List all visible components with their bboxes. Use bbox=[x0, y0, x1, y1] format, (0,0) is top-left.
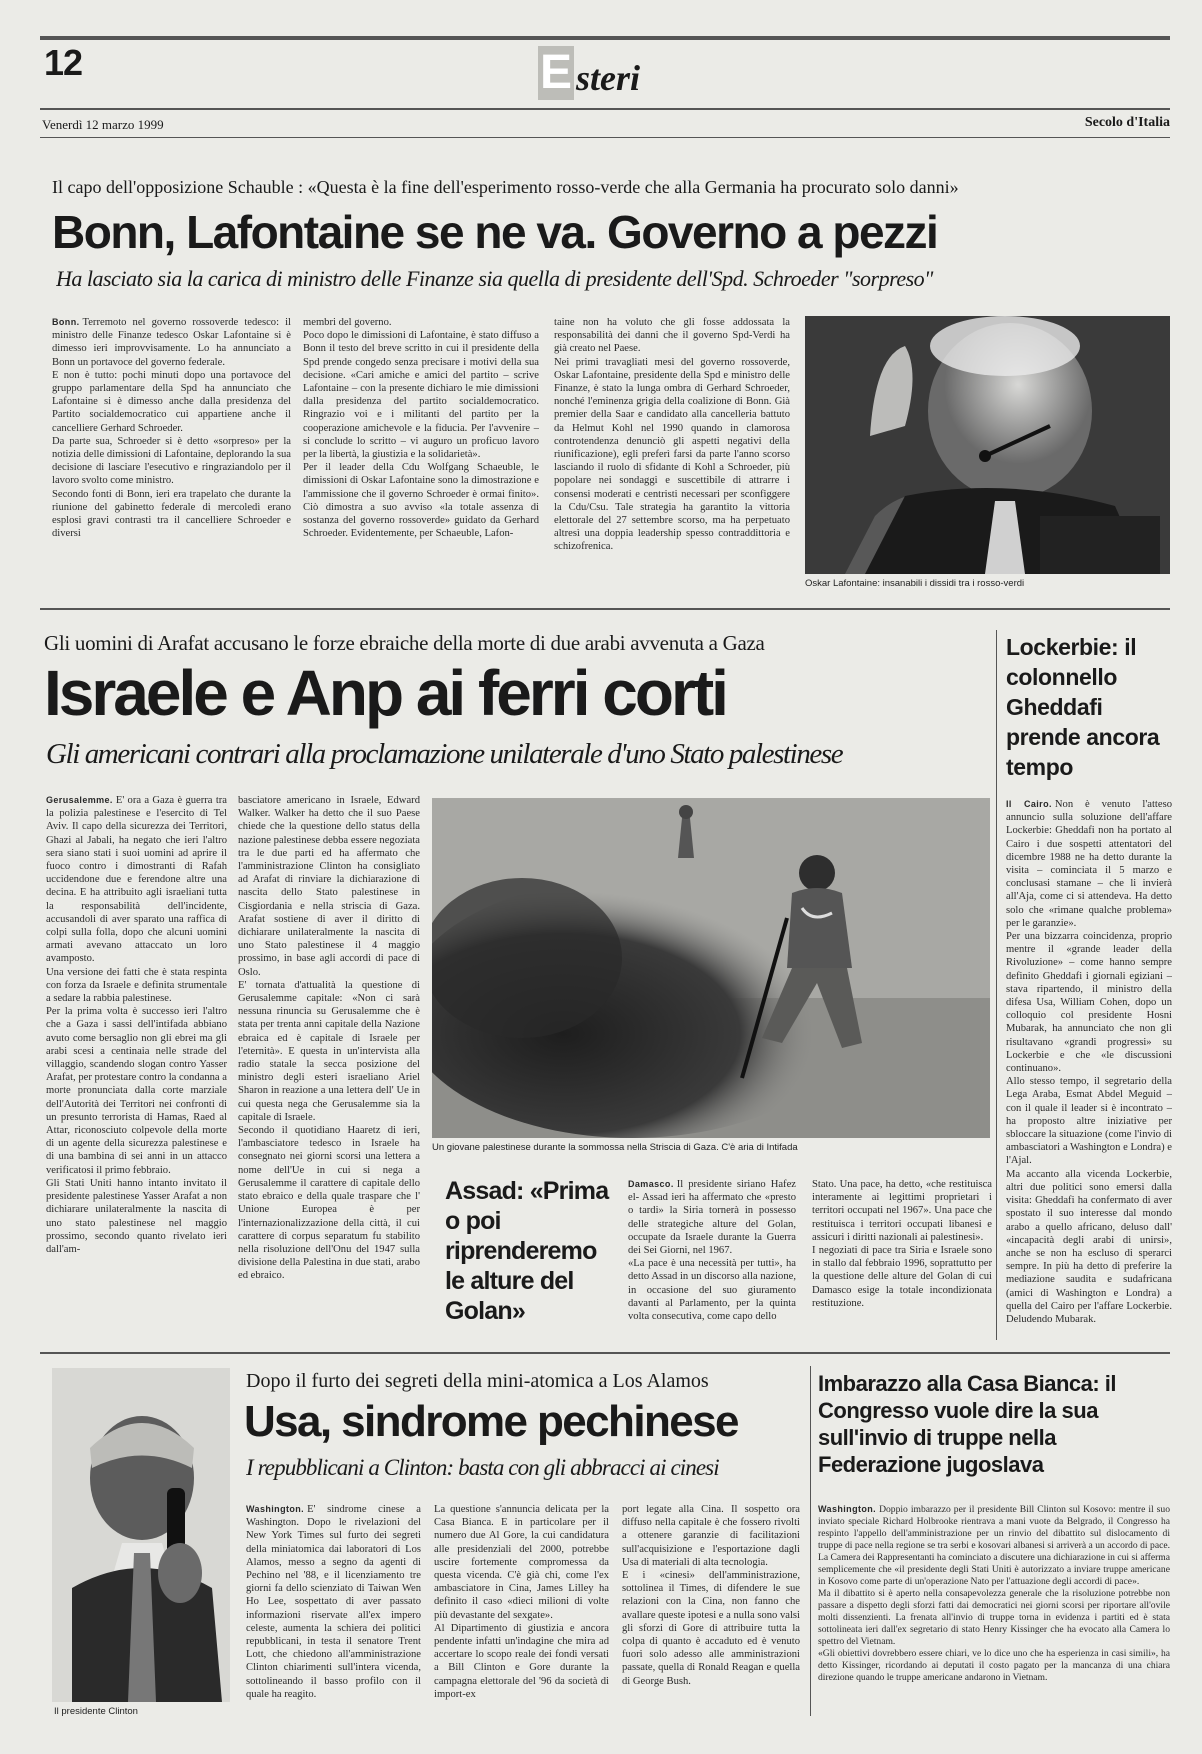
clinton-photo-image bbox=[52, 1368, 230, 1702]
story2-dateline: Gerusalemme. bbox=[46, 795, 113, 805]
lockerbie-divider bbox=[996, 630, 997, 1340]
lafontaine-caption: Oskar Lafontaine: insanabili i dissidi tra i rosso-verdi bbox=[805, 578, 1025, 589]
story1-bottom-rule bbox=[40, 608, 1170, 610]
lafontaine-photo bbox=[805, 316, 1170, 574]
story3-subhead: I repubblicani a Clinton: basta con gli abbracci ai cinesi bbox=[246, 1455, 719, 1480]
story3-column-3: port legate alla Cina. Il sospetto ora diffuso nella capitale è che fossero rivolti a ottenere garanzie di facilitazioni sull'acquisizione e l'esportazione dagli Usa di materiali di alta tecnologia. E i «cinesi» dell'amministrazione, sottolinea il Times, di difendere le sue relazioni con la Cina, non fanno che avallare queste ipotesi e a nulla sono valsi gli sforzi di Gore di attribuire tutta la colpa di quanto è accaduto ed è venuto fuori solo adesso alle amministrazioni passate, quella di Ronald Reagan e quella di George Bush. bbox=[622, 1504, 800, 1687]
gaza-caption: Un giovane palestinese durante la sommossa nella Striscia di Gaza. C'è aria di Intifada bbox=[432, 1142, 798, 1153]
story3-column-1 bbox=[246, 1503, 421, 1715]
story1-kicker: Il capo dell'opposizione Schauble : «Questa è la fine dell'esperimento rosso-verde che alla Germania ha procurato solo danni» bbox=[52, 177, 959, 197]
top-rule bbox=[40, 36, 1170, 40]
story2-column-1 bbox=[46, 794, 227, 1336]
story1-column-1 bbox=[52, 316, 291, 592]
header-bottom-rule bbox=[40, 137, 1170, 138]
section-title bbox=[538, 46, 640, 100]
lockerbie-dateline: Il Cairo. bbox=[1006, 799, 1052, 809]
assad-col1-text: Il presidente siriano Hafez el- Assad ieri ha affermato che «presto o tardi» la Siria tornerà in possesso delle strategiche alture del Golan, occupate da Israele durante la Guerra dei Sei Giorni, nel 1967. «La pace è una necessità per tutti», ha detto Assad in un discorso alla nazione, in occasione del suo giuramento davanti al Parlamento, per la quinta volta consecutiva, come capo dello bbox=[628, 1179, 796, 1323]
story1-subhead: Ha lasciato sia la carica di ministro delle Finanze sia quella di presidente dell'Spd. Schroeder "sorpreso" bbox=[56, 266, 933, 291]
section-rest: steri bbox=[576, 58, 641, 98]
story4-headline: Imbarazzo alla Casa Bianca: il Congresso vuole dire la sua sull'invio di truppe nella Federazione jugoslava bbox=[818, 1371, 1117, 1477]
story1-column-2: membri del governo. Poco dopo le dimissioni di Lafontaine, è stato diffuso a Bonn il testo del breve scritto in cui il presidente della Spd prende congedo senza precisare i motivi della sua decisione. «Cari amiche e amici del partito – scrive Lafontaine – con la presente dichiaro le mie dimissioni dalla presidenza del partito socialdemocratico. Ringrazio voi e i militanti del partito per la cooperazione amichevole e la fiducia. Per l'avvenire – si conclude lo scritto – vi auguro un proficuo lavoro per la libertà, la giustizia e la solidarietà». Per il leader della Cdu Wolfgang Schaeuble, le dimissioni di Oskar Lafontaine sono la dimostrazione e l'ammissione che il governo Schroeder è ormai finito». Ciò dimostra a suo avviso «la totale assenza di sostanza del governo rossoverde» guidato da Gerhard Schroeder. Evidentemente, per Schaeuble, Lafon- bbox=[303, 317, 539, 540]
assad-dateline: Damasco. bbox=[628, 1179, 674, 1189]
assad-column-2: Stato. Una pace, ha detto, «che restituisca interamente ai legittimi proprietari i territori occupati nel 1967». Una pace che restituisca i territori occupati libanesi e assicuri i diritti nazionali ai palestinesi». I negoziati di pace tra Siria e Israele sono in stallo dal febbraio 1996, soprattutto per la questione delle alture del Golan di cui Damasco esige la totale incondizionata restituzione. bbox=[812, 1179, 992, 1309]
assad-column-1 bbox=[628, 1178, 796, 1336]
story1-dateline: Bonn. bbox=[52, 317, 80, 327]
story2-kicker: Gli uomini di Arafat accusano le forze ebraiche della morte di due arabi avvenuta a Gaza bbox=[44, 631, 765, 655]
clinton-photo bbox=[52, 1368, 230, 1702]
lafontaine-photo-image bbox=[805, 316, 1170, 574]
lockerbie-column bbox=[1006, 798, 1172, 1336]
story3-col1-text: E' sindrome cinese a Washington. Dopo le rivelazioni del New York Times sul furto dei segreti della miniatomica dai laboratori di Los Alamos, messo a segno da agenti di Pechino nel '88, e il licenziamento tre giorni fa dello scienziato di Taiwan Wen Ho Lee, sospettato di aver passato informazioni riservate all'ex impero celeste, aumenta la schiera dei politici repubblicani, in testa il senatore Trent Lott, che chiedono all'amministrazione Clinton chiarimenti sull'intera vicenda, sottolineando il basso profilo con il quale ha reagito. bbox=[246, 1504, 421, 1700]
story4-divider bbox=[810, 1366, 811, 1716]
story2-headline: Israele e Anp ai ferri corti bbox=[44, 657, 726, 729]
section-initial: E bbox=[540, 46, 573, 99]
gaza-photo-image bbox=[432, 798, 990, 1138]
story3-dateline: Washington. bbox=[246, 1504, 305, 1514]
story4-column bbox=[818, 1503, 1170, 1715]
story4-dateline: Washington. bbox=[818, 1504, 877, 1514]
date-rule bbox=[40, 108, 1170, 110]
assad-headline: Assad: «Prima o poi riprenderemo le alture del Golan» bbox=[445, 1177, 609, 1325]
story3-kicker: Dopo il furto dei segreti della mini-atomica a Los Alamos bbox=[246, 1370, 709, 1392]
story3-column-2: La questione s'annuncia delicata per la Casa Bianca. E in particolare per il numero due Al Gore, la cui candidatura alle presidenziali del 2000, potrebbe uscire fortemente compromessa da questa vicenda. C'è già chi, come l'ex ambasciatore in Cina, James Lilley ha definito il caso «dieci milioni di volte più devastante del sexgate». Al Dipartimento di giustizia e ancora pendente infatti un'indagine che mira ad accertare lo scopo reale dei fondi versati a Bill Clinton e Gore durante la campagna elettorale del '96 da società di import-ex bbox=[434, 1504, 609, 1700]
story2-subhead: Gli americani contrari alla proclamazione unilaterale d'uno Stato palestinese bbox=[46, 738, 843, 770]
story1-headline: Bonn, Lafontaine se ne va. Governo a pezzi bbox=[52, 206, 938, 258]
paper-name: Secolo d'Italia bbox=[1084, 115, 1170, 130]
story1-col1-text: Terremoto nel governo rossoverde tedesco: il ministro delle Finanze tedesco Oskar Lafontaine si è dimesso ieri improvvisamente. Lo ha annunciato a Bonn un portavoce del governo federale. E non è tutto: pochi minuti dopo una portavoce del gruppo parlamentare della Spd ha annunciato che Lafontaine si è dimesso anche dalla presidenza del Partito socialdemocratico cui appartiene anche il cancelliere Gerhard Schroeder. Da parte sua, Schroeder si è detto «sorpreso» per la notizia delle dimissioni di Lafontaine, deplorando la sua decisione di lasciare l'esecutivo e ringraziandolo per il lavoro svolto come ministro. Secondo fonti di Bonn, ieri era trapelato che durante la riunione del gabinetto federale di mercoledì erano esplosi gravi contrasti tra il cancelliere Schroeder e diversi bbox=[52, 317, 291, 540]
page-number: 12 bbox=[44, 42, 83, 83]
lockerbie-headline: Lockerbie: il colonnello Gheddafi prende ancora tempo bbox=[1006, 634, 1160, 780]
story2-bottom-rule bbox=[40, 1352, 1170, 1354]
issue-date: Venerdì 12 marzo 1999 bbox=[42, 117, 164, 132]
gaza-photo bbox=[432, 798, 990, 1138]
story1-column-3: taine non ha voluto che gli fosse addossata la responsabilità dei danni che il governo Spd-Verdi ha già creato nel Paese. Nei primi travagliati mesi del governo rossoverde, Oskar Lafontaine, presidente della Spd e ministro delle Finanze, è stato la lunga ombra di Gerhard Schroeder, nonché l'eminenza grigia della coalizione di Bonn. Già premier della Saar e candidato alla cancelleria battuto da Helmut Kohl nel 1990 quando in clamorosa controtendenza denunciò gli aspetti negativi della riunificazione), egli preferì farsi da parte l'anno scorso lasciando il ruolo di sfidante di Kohl a Schroeder, più popolare nei sondaggi e suscettibile di attrarre i consensi moderati e centristi necessari per sconfiggere la Cdu/Csu. Tale strategia ha garantito la vittoria elettorale del 27 settembre scorso, ma ha perpetuato altresì una doppia leadership spesso contraddittoria e schizofrenica. bbox=[554, 317, 790, 553]
story2-column-2: basciatore americano in Israele, Edward Walker. Walker ha detto che il suo Paese chiede che la questione dello status della nazione palestinese debba essere negoziata tra le due parti ed ha affermato che l'amministrazione Clinton ha consigliato ad Arafat di rinviare la dichiarazione di nascita dello Stato palestinese in Cisgiordania e nella striscia di Gaza. Arafat sostiene di aver il diritto di dichiarare unilateralmente la nascita di uno Stato palestinese il 4 maggio prossimo, in base agli accordi di pace di Oslo. E' tornata d'attualità la questione di Gerusalemme capitale: «Non ci sarà nessuna rinuncia su Gerusalemme che è stata per trenta anni capitale della Nazione ebraica ed è capitale di Israele per l'eternità». E questa in un'intervista alla radio statale la secca posizione del ministro degli esteri israeliano Ariel Sharon in reazione a una lettera dell' Ue in cui questa nega che Gerusalemme sia la capitale di Israele. Secondo il quotidiano Haaretz di ieri, l'ambasciatore tedesco in Israele ha consegnato nei giorni scorsi una lettera a nome dell'Ue in cui si nega a Gerusalemme il carattere di capitale dello stato ebraico e della quale traspare che l' Unione Europea è per l'internazionalizzazione della città, il cui carattere di corpus separatum fu stabilito nella risoluzione dell'Onu del 1947 sulla divisione della Palestina in due stati, arabo ed ebraico. bbox=[238, 795, 420, 1282]
lockerbie-text: Non è venuto l'atteso annuncio sulla soluzione dell'affare Lockerbie: Gheddafi non ha portato al Cairo i due sospetti attentatori del dicembre 1988 ne ha detto durante la visita – cominciata il 5 marzo e conclusasi stamane – che li invierà all'Aja, come ci si attendeva. Ha detto solo che «rimane qualche problema» per le garanzie». Per una bizzarra coincidenza, proprio mentre il «grande leader della Rivoluzione» – come hanno sempre definito Gheddafi i giornali egiziani – stava ripartendo, il ministro della difesa Usa, William Cohen, dopo un colloquio col presidente Hosni Mubarak, ha annunciato che non gli risultavano «grandi progressi» su Lockerbie e che «le discussioni continuano». Allo stesso tempo, il segretario della Lega Araba, Esmat Abdel Meguid – con il quale il leader si è incontrato – ha proposto altre iniziative per sbloccare la situazione (come l'invio di ambasciatori a Washington e Londra) e l'Ajal. Ma accanto alla vicenda Lockerbie, altri due politici sono emersi dalla visita: Gheddafi ha confermato di aver spostato il suo interesse dal mondo arabo a quello africano, deluso dall' «incapacità degli arabi di unirsi», anche se non ha escluso di sperarci sempre. In più ha detto di preferire la mediazione saudita e sudafricana (amici di Washington e Londra) a quella del Cairo per l'affare Lockerbie. Deludendo Mubarak. bbox=[1006, 799, 1172, 1325]
story2-col1-text: E' ora a Gaza è guerra tra la polizia palestinese e l'esercito di Tel Aviv. Il capo della sicurezza dei Territori, Ghazi al Jabali, ha negato che ieri l'altro sera siano stati i suoi uomini ad aprire il fuoco contro i dimostranti di Rafah uccidendone due e ferendone altre una decina. E ha attribuito agli israeliani tutta la responsabilità dell'incidente, accusandoli di aver sparato una raffica di colpi sulla folla, dopo che alcuni uomini armati avevano attaccato un loro avamposto. Una versione dei fatti che è stata respinta con forza da Israele e definita strumentale a sedare la rabbia palestinese. Per la prima volta è successo ieri l'altro che a Gaza i sassi dell'intifada abbiano avuto come bersaglio non gli ebrei ma gli arabi scesi a centinaia nelle strade del villaggio, scandendo slogan contro Yasser Arafat, per protestare contro la condanna a morte pronunciata dalla corte marziale dell'Autorità dei Territori nei confronti di un presunto terrorista di Hamas, Raed al Attar, riconosciuto colpevole della morte di un agente della sicurezza palestinese e di una bambina di sei anni in un attacco verificatosi il primo febbraio. Gli Stati Uniti hanno intanto invitato il presidente palestinese Yasser Arafat a non dichiarare unilateralmente la nascita di uno stato palestinese nel maggio prossimo, secondo quanto rivelato ieri dall'am- bbox=[46, 795, 227, 1255]
story3-headline: Usa, sindrome pechinese bbox=[244, 1397, 738, 1446]
clinton-caption: Il presidente Clinton bbox=[54, 1706, 138, 1717]
story4-text: Doppio imbarazzo per il presidente Bill Clinton sul Kosovo: mentre il suo inviato speciale Richard Holbrooke rientrava a mani vuote da Belgrado, il Congresso ha respinto l'appello dell'amministrazione per un rinvio del dibattito sul dislocamento di truppe di pace nella regione se tra serbi e kosovari albanesi si arriverà a un accordo di pace. La Camera dei Rappresentanti ha cominciato a discutere una dichiarazione in cui si afferma semplicemente che «il presidente degli Stati Uniti è autorizzato a inviare truppe americane in Kosovo come parte di un'operazione Nato per l'attuazione degli accordi di pace». Ma il dibattito si è aperto nella consapevolezza generale che la risoluzione potrebbe non passare a dispetto degli sforzi fatti dai democratici nei giorni scorsi per riportare all'ovile molti dissenzienti. La frenata all'invio di truppe torna in evidenza i partiti ed è stata sottolineata ieri dall'ex segretario di stato Henry Kissinger che ha evocato alla Camera lo spettro del Vietnam. «Gli obiettivi dovrebbero essere chiari, ve lo dice uno che ha esperienza in casi simili», ha detto Kissinger, ricordando ai deputati il costo pagato per la mancanza di una chiara direzione quando le truppe americane andarono in Vietnam. bbox=[818, 1504, 1170, 1683]
